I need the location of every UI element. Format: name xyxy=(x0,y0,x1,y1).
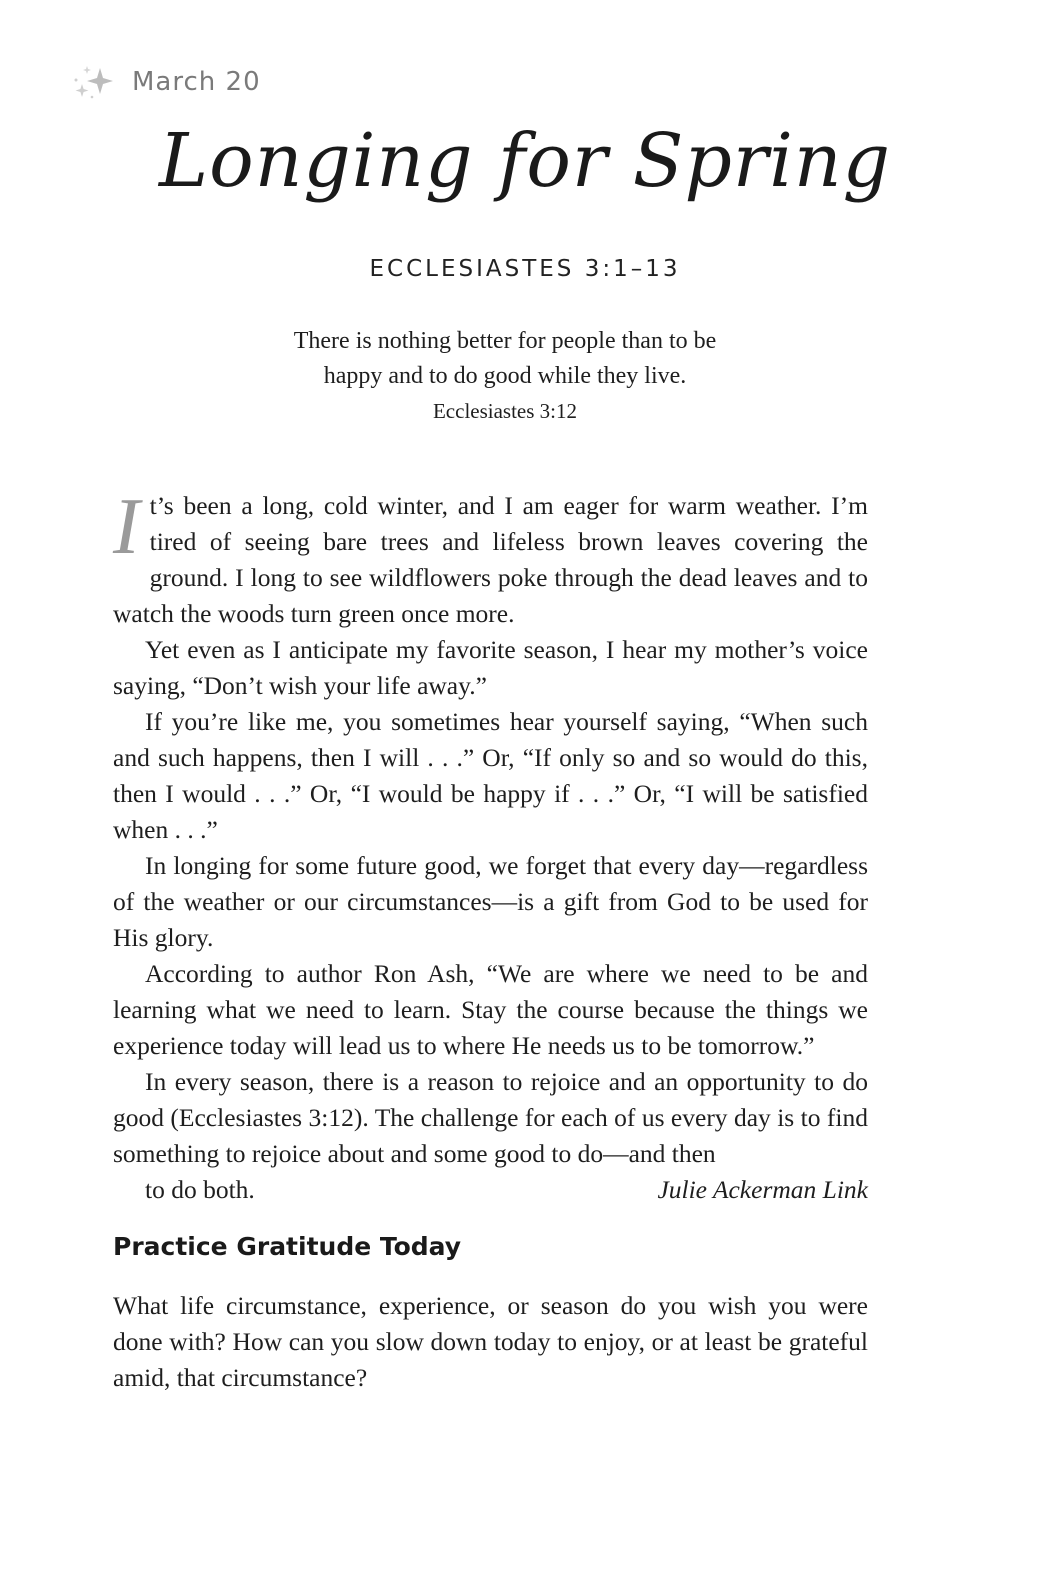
sparkle-icon xyxy=(70,62,118,102)
paragraph: According to author Ron Ash, “We are where we need to be and learning what we need to learn. Stay the course because the things we experience today will lead us to where He needs us to be tomorrow.” xyxy=(113,959,868,1060)
closing-text: to do both. xyxy=(145,1175,255,1204)
epigraph xyxy=(200,324,810,429)
page-header xyxy=(70,62,261,102)
author-name: Julie Ackerman Link xyxy=(657,1175,868,1204)
drop-cap: I xyxy=(113,483,140,571)
paragraph-text: t’s been a long, cold winter, and I am eager for warm weather. I’m tired of seeing bare trees and lifeless brown leaves covering the ground. I long to see wildflowers poke through the dead leaves and to watch the woods turn green once more. xyxy=(113,491,868,628)
paragraph: If you’re like me, you sometimes hear yourself saying, “When such and such happens, then I will . . .” Or, “If only so and so would do this, then I would . . .” Or, “I would be happy if . . .” Or, “I will be satisfied when . . .” xyxy=(113,707,868,844)
devotional-body xyxy=(113,483,868,1208)
epigraph-line: happy and to do good while they live. xyxy=(323,363,687,389)
scripture-reference: ECCLESIASTES 3:1–13 xyxy=(369,256,681,282)
paragraph: In longing for some future good, we forget that every day—regardless of the weather or our circumstances—is a gift from God to be used for His glory. xyxy=(113,851,868,952)
epigraph-citation: Ecclesiastes 3:12 xyxy=(432,399,578,423)
paragraph xyxy=(113,483,868,632)
paragraph: Yet even as I anticipate my favorite season, I hear my mother’s voice saying, “Don’t wish your life away.” xyxy=(113,635,868,700)
gratitude-heading: Practice Gratitude Today xyxy=(113,1232,462,1261)
closing-line xyxy=(113,1172,868,1208)
page-title: Longing for Spring xyxy=(159,118,891,204)
paragraph: In every season, there is a reason to rejoice and an opportunity to do good (Ecclesiastes 3:12). The challenge for each of us every day is to find something to rejoice about and some good to do—and then xyxy=(113,1067,868,1168)
page-date: March 20 xyxy=(132,67,261,97)
gratitude-prompt: What life circumstance, experience, or season do you wish you were done with? How can you slow down today to enjoy, or at least be grateful amid, that circumstance? xyxy=(113,1291,868,1392)
epigraph-line: There is nothing better for people than to be xyxy=(293,328,717,354)
